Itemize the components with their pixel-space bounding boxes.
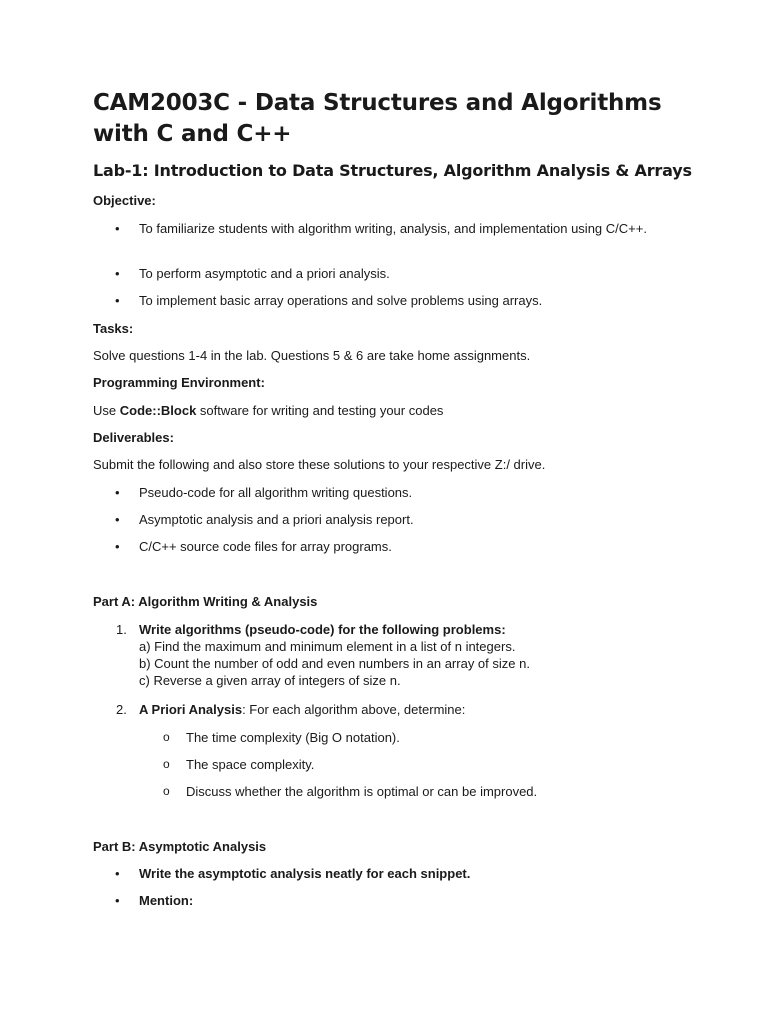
part-b-item: Mention: [139,893,194,908]
bullet-glyph: • [115,221,120,236]
question-2-sub-item: The space complexity. [186,757,315,772]
question-1-line: a) Find the maximum and minimum element in a list of n integers. [139,639,516,654]
tasks-heading: Tasks: [93,321,134,336]
lab-title: Lab-1: Introduction to Data Structures, Algorithm Analysis & Arrays [93,161,692,180]
bullet-glyph: • [115,539,120,554]
question-number: 2. [116,702,127,717]
bullet-glyph: • [115,893,120,908]
environment-prefix: Use [93,403,120,418]
bullet-glyph: • [115,485,120,500]
bullet-glyph: • [115,866,120,881]
question-2-sub-item: Discuss whether the algorithm is optimal or can be improved. [186,784,538,799]
deliverables-intro: Submit the following and also store these solutions to your respective Z:/ drive. [93,457,546,472]
environment-suffix: software for writing and testing your codes [196,403,444,418]
question-1 [139,621,659,689]
deliverable-item: Pseudo-code for all algorithm writing questions. [139,485,413,500]
objective-item: To familiarize students with algorithm writing, analysis, and implementation using C/C++. [139,221,647,236]
deliverable-item: C/C++ source code files for array programs. [139,539,392,554]
tasks-text: Solve questions 1-4 in the lab. Questions 5 & 6 are take home assignments. [93,348,531,363]
environment-tool: Code::Block [119,403,197,418]
question-2-lead: A Priori Analysis [139,702,243,717]
bullet-glyph: • [115,266,120,281]
part-a-heading: Part A: Algorithm Writing & Analysis [93,594,318,609]
deliverable-item: Asymptotic analysis and a priori analysis report. [139,512,414,527]
question-1-line: c) Reverse a given array of integers of size n. [139,673,401,688]
objective-item: To implement basic array operations and solve problems using arrays. [139,293,543,308]
question-1-line: b) Count the number of odd and even numbers in an array of size n. [139,656,530,671]
document-title: CAM2003C - Data Structures and Algorithms with C and C++ [93,90,662,147]
environment-heading: Programming Environment: [93,375,265,390]
sub-bullet-glyph: o [163,757,170,771]
objective-heading: Objective: [93,193,156,208]
question-2 [139,701,659,718]
deliverables-heading: Deliverables: [93,430,174,445]
bullet-glyph: • [115,293,120,308]
question-number: 1. [116,622,127,637]
part-b-heading: Part B: Asymptotic Analysis [93,839,267,854]
environment-text [93,402,443,419]
part-b-item: Write the asymptotic analysis neatly for each snippet. [139,866,471,881]
bullet-glyph: • [115,512,120,527]
question-2-sub-item: The time complexity (Big O notation). [186,730,400,745]
objective-item: To perform asymptotic and a priori analysis. [139,266,390,281]
question-1-lead: Write algorithms (pseudo-code) for the following problems: [139,622,506,637]
sub-bullet-glyph: o [163,730,170,744]
sub-bullet-glyph: o [163,784,170,798]
question-2-rest: : For each algorithm above, determine: [242,702,466,717]
